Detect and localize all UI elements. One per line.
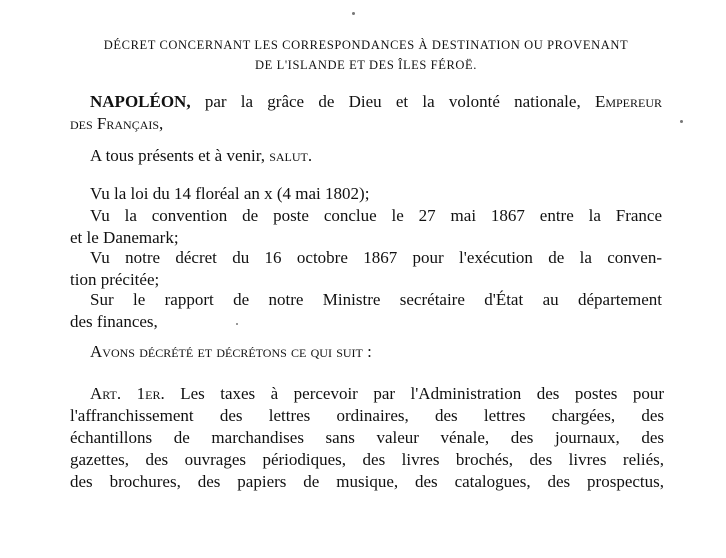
preamble-line-2: des Français, xyxy=(70,114,164,133)
visa-line-2: Vu la convention de poste conclue le 27 mai 1867 entre la France xyxy=(90,206,662,225)
article-line-4: gazettes, des ouvrages périodiques, des livres brochés, des livres reliés, xyxy=(70,450,664,469)
visa-line-4: Vu notre décret du 16 octobre 1867 pour l'exécution de la conven- xyxy=(90,248,662,267)
salut-prefix: A tous présents et à venir, xyxy=(90,146,270,165)
napoleon-name: NAPOLÉON, xyxy=(90,92,191,111)
empereur-title: Empereur xyxy=(594,92,662,111)
decree-title-line-2: DE L'ISLANDE ET DES ÎLES FÉROË. xyxy=(255,58,477,72)
scan-speck xyxy=(680,120,683,123)
salut-word: salut. xyxy=(269,146,313,165)
salut-line xyxy=(90,146,312,166)
article-first-line-text: Les taxes à percevoir par l'Administration des postes pour xyxy=(164,384,664,403)
visa-line-1: Vu la loi du 14 floréal an x (4 mai 1802); xyxy=(90,184,370,203)
visa-line-6: Sur le rapport de notre Ministre secrétaire d'État au département xyxy=(90,290,662,309)
decree-formula: Avons décrété et décrétons ce qui suit : xyxy=(90,342,372,361)
article-label: Art. 1er. xyxy=(90,384,165,403)
preamble-line-1 xyxy=(90,92,662,112)
decree-title-line-1: DÉCRET CONCERNANT LES CORRESPONDANCES À DESTINATION OU PROVENANT xyxy=(103,38,629,52)
scan-speck xyxy=(236,323,238,325)
scan-speck xyxy=(352,12,355,15)
preamble-text: par la grâce de Dieu et la volonté nationale, xyxy=(190,92,595,111)
article-line-3: échantillons de marchandises sans valeur vénale, des journaux, des xyxy=(70,428,664,447)
article-line-5: des brochures, des papiers de musique, des catalogues, des prospectus, xyxy=(70,472,664,491)
visa-line-7: des finances, xyxy=(70,312,158,331)
visa-line-5: tion précitée; xyxy=(70,270,160,289)
article-line-1 xyxy=(90,384,664,404)
visa-line-3: et le Danemark; xyxy=(70,228,179,247)
article-line-2: l'affranchissement des lettres ordinaires, des lettres chargées, des xyxy=(70,406,664,425)
